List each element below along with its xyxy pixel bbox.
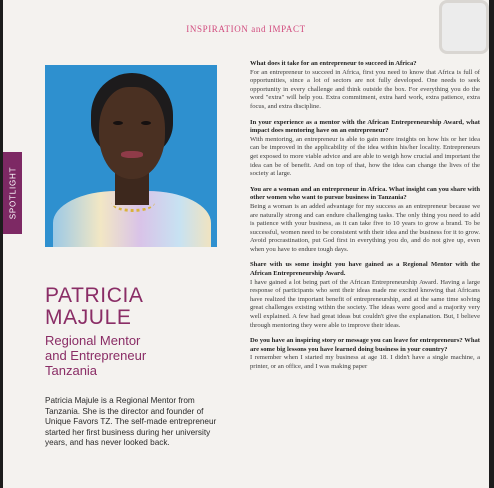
portrait-photo — [45, 65, 217, 247]
interview-question: Do you have an inspiring story or message you can leave for entrepreneurs? What are some big lessons you have learned doing business in your country? — [250, 337, 480, 353]
interview-answer: I have gained a lot being part of the African Entrepreneurship Award. Having a large response of participants who sent their ideas made me excited knowing that Africans have realized the important benefit of entrepreneurship, and at the same time solving great challenges existing within the society. The ideas were good and a majority very well explained. A few had great ideas but couldn't give the explanation. But, I believe through mentoring they were able to improve their ideas. — [250, 278, 480, 329]
profile-name — [45, 285, 225, 329]
profile-name-last: MAJULE — [45, 306, 132, 329]
interview-column — [250, 60, 480, 379]
portrait-mouth — [121, 151, 143, 158]
portrait-face — [99, 87, 165, 179]
profile-role-line: Tanzania — [45, 363, 98, 378]
spotlight-label: SPOTLIGHT — [8, 166, 17, 220]
section-header: INSPIRATION and IMPACT — [186, 24, 306, 34]
interview-question: What does it take for an entrepreneur to succeed in Africa? — [250, 60, 417, 67]
profile-role — [45, 333, 225, 378]
interview-answer: For an entrepreneur to succeed in Africa, first you need to know that Africa is full of opportunities, since a lot of sectors are not fully developed. One needs to seek opportunity in every challenge and think outside the box. For everything you do the word "extra" will help you. Extra commitment, extra hard work, extra patience, extra focus, and extra discipline. — [250, 68, 480, 110]
profile-role-line: and Entrepreneur — [45, 348, 147, 363]
spotlight-tab — [3, 152, 22, 234]
interview-answer: With mentoring, an entrepreneur is able to gain more insights on how his or her idea can be improved in the applicability of the idea within his/her locality. Entrepreneurs get exposed to more viable advice and are able to weigh how crucial and important the idea can be of benefit. And on top of that, how the idea can change the lives of the society at large. — [250, 135, 480, 178]
portrait-eye-left — [113, 121, 123, 125]
interview-answer: I remember when I started my business at age 18. I didn't have a single machine, a printer, or an office, and I was making paper — [250, 354, 480, 370]
portrait-eye-right — [141, 121, 151, 125]
interview-question: You are a woman and an entrepreneur in Africa. What insight can you share with other women who want to pursue business in Tanzania? — [250, 185, 480, 202]
magazine-page — [3, 0, 489, 488]
profile-name-first: PATRICIA — [45, 284, 144, 307]
interview-answer: Being a woman is an added advantage for my success as an entrepreneur because we are naturally strong and can endure challenging tasks. The only thing you need to add is patience with your business, as it can take five to 10 years to grow a brand. To be successful, women need to be consistent with their idea and the business for it to grow. Avoid procrastination, put God first in everything you do, and do not give up, even when you have to endure tough days. — [250, 202, 480, 253]
interview-question: Share with us some insight you have gained as a Regional Mentor with the African Entrepreneurship Award. — [250, 261, 480, 278]
profile-role-line: Regional Mentor — [45, 333, 141, 348]
portrait-necklace — [111, 193, 155, 212]
profile-bio: Patricia Majule is a Regional Mentor from Tanzania. She is the director and founder of Unique Favors TZ. The self-made entrepreneur started her first business during her university years, and has never looked back. — [45, 396, 217, 447]
interview-question: In your experience as a mentor with the African Entrepreneurship Award, what impact does mentoring have on an entrepreneur? — [250, 118, 480, 135]
